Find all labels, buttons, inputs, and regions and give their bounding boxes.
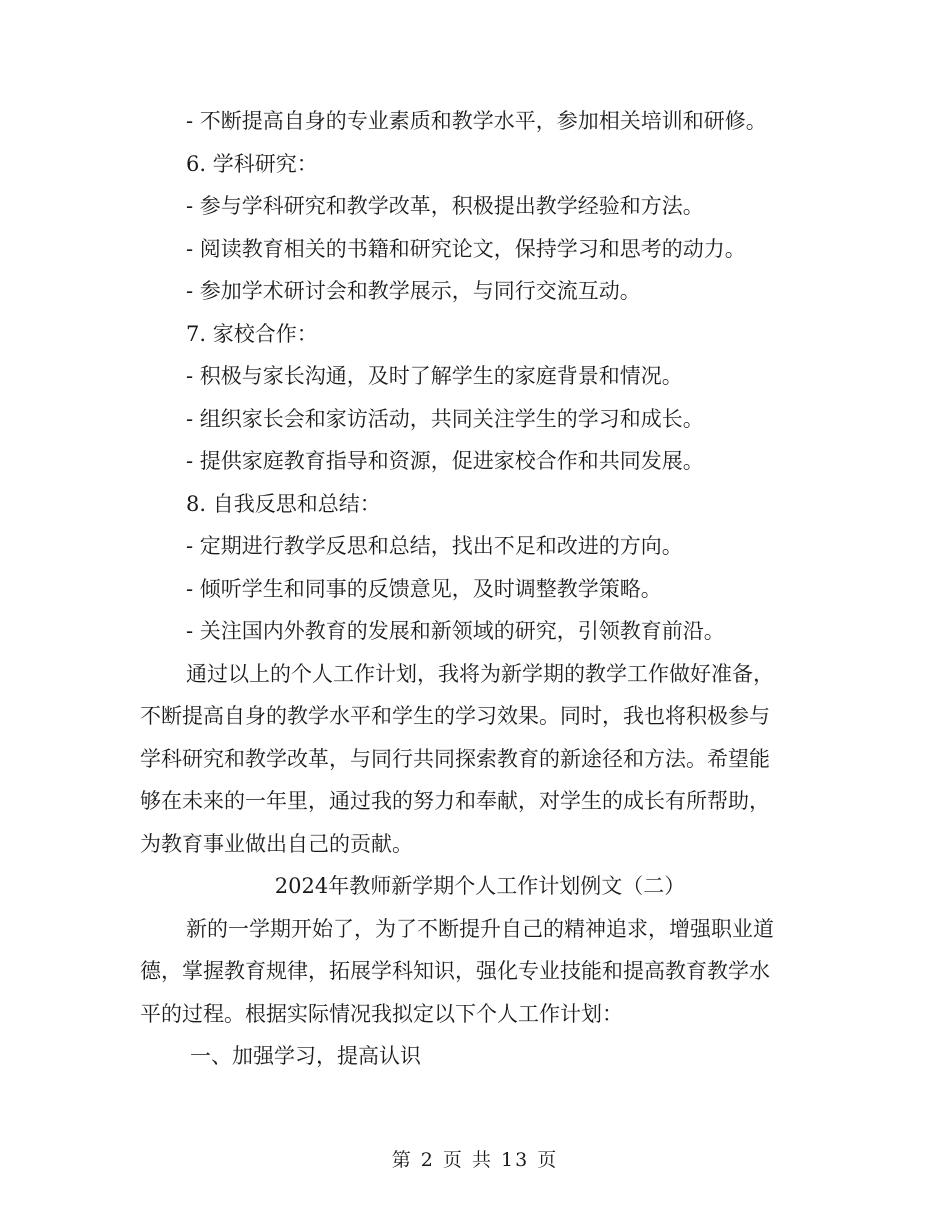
paragraph-line: 通过以上的个人工作计划，我将为新学期的教学工作做好准备，: [186, 661, 774, 686]
list-item: - 提供家庭教育指导和资源，促进家校合作和共同发展。: [186, 449, 704, 473]
paragraph-line: 学科研究和教学改革，与同行共同探索教育的新途径和方法。希望能: [140, 746, 770, 771]
list-item: - 不断提高自身的专业素质和教学水平，参加相关培训和研修。: [186, 109, 767, 133]
paragraph-line: 够在未来的一年里，通过我的努力和奉献，对学生的成长有所帮助，: [140, 789, 770, 813]
list-item: - 组织家长会和家访活动，共同关注学生的学习和成长。: [186, 406, 704, 431]
list-item: - 参加学术研讨会和教学展示，与同行交流互动。: [186, 279, 641, 303]
page-number-footer: 第 2 页 共 13 页: [391, 1149, 559, 1171]
section-heading: 8. 自我反思和总结：: [186, 491, 381, 516]
page-content: [140, 100, 820, 1078]
list-item: - 定期进行教学反思和总结，找出不足和改进的方向。: [186, 534, 683, 558]
paragraph-line: 新的一学期开始了，为了不断提升自己的精神追求，增强职业道: [186, 916, 774, 941]
paragraph-line: 平的过程。根据实际情况我拟定以下个人工作计划：: [140, 1001, 623, 1026]
paragraph-line: 德，掌握教育规律，拓展学科知识，强化专业技能和提高教育教学水: [140, 959, 770, 983]
list-item: - 倾听学生和同事的反馈意见，及时调整教学策略。: [186, 576, 662, 601]
list-item: - 阅读教育相关的书籍和研究论文，保持学习和思考的动力。: [186, 236, 746, 261]
section-title: 2024年教师新学期个人工作计划例文（二）: [274, 874, 686, 898]
section-heading: 7. 家校合作：: [186, 321, 318, 346]
paragraph-line: 不断提高自身的教学水平和学生的学习效果。同时，我也将积极参与: [140, 704, 770, 728]
paragraph-line: 为教育事业做出自己的贡献。: [140, 831, 413, 856]
subheading: 一、加强学习，提高认识: [190, 1044, 421, 1068]
list-item: - 关注国内外教育的发展和新领域的研究，引领教育前沿。: [186, 619, 725, 643]
section-heading: 6. 学科研究：: [186, 151, 318, 176]
list-item: - 参与学科研究和教学改革，积极提出教学经验和方法。: [186, 194, 704, 218]
list-item: - 积极与家长沟通，及时了解学生的家庭背景和情况。: [186, 364, 683, 388]
